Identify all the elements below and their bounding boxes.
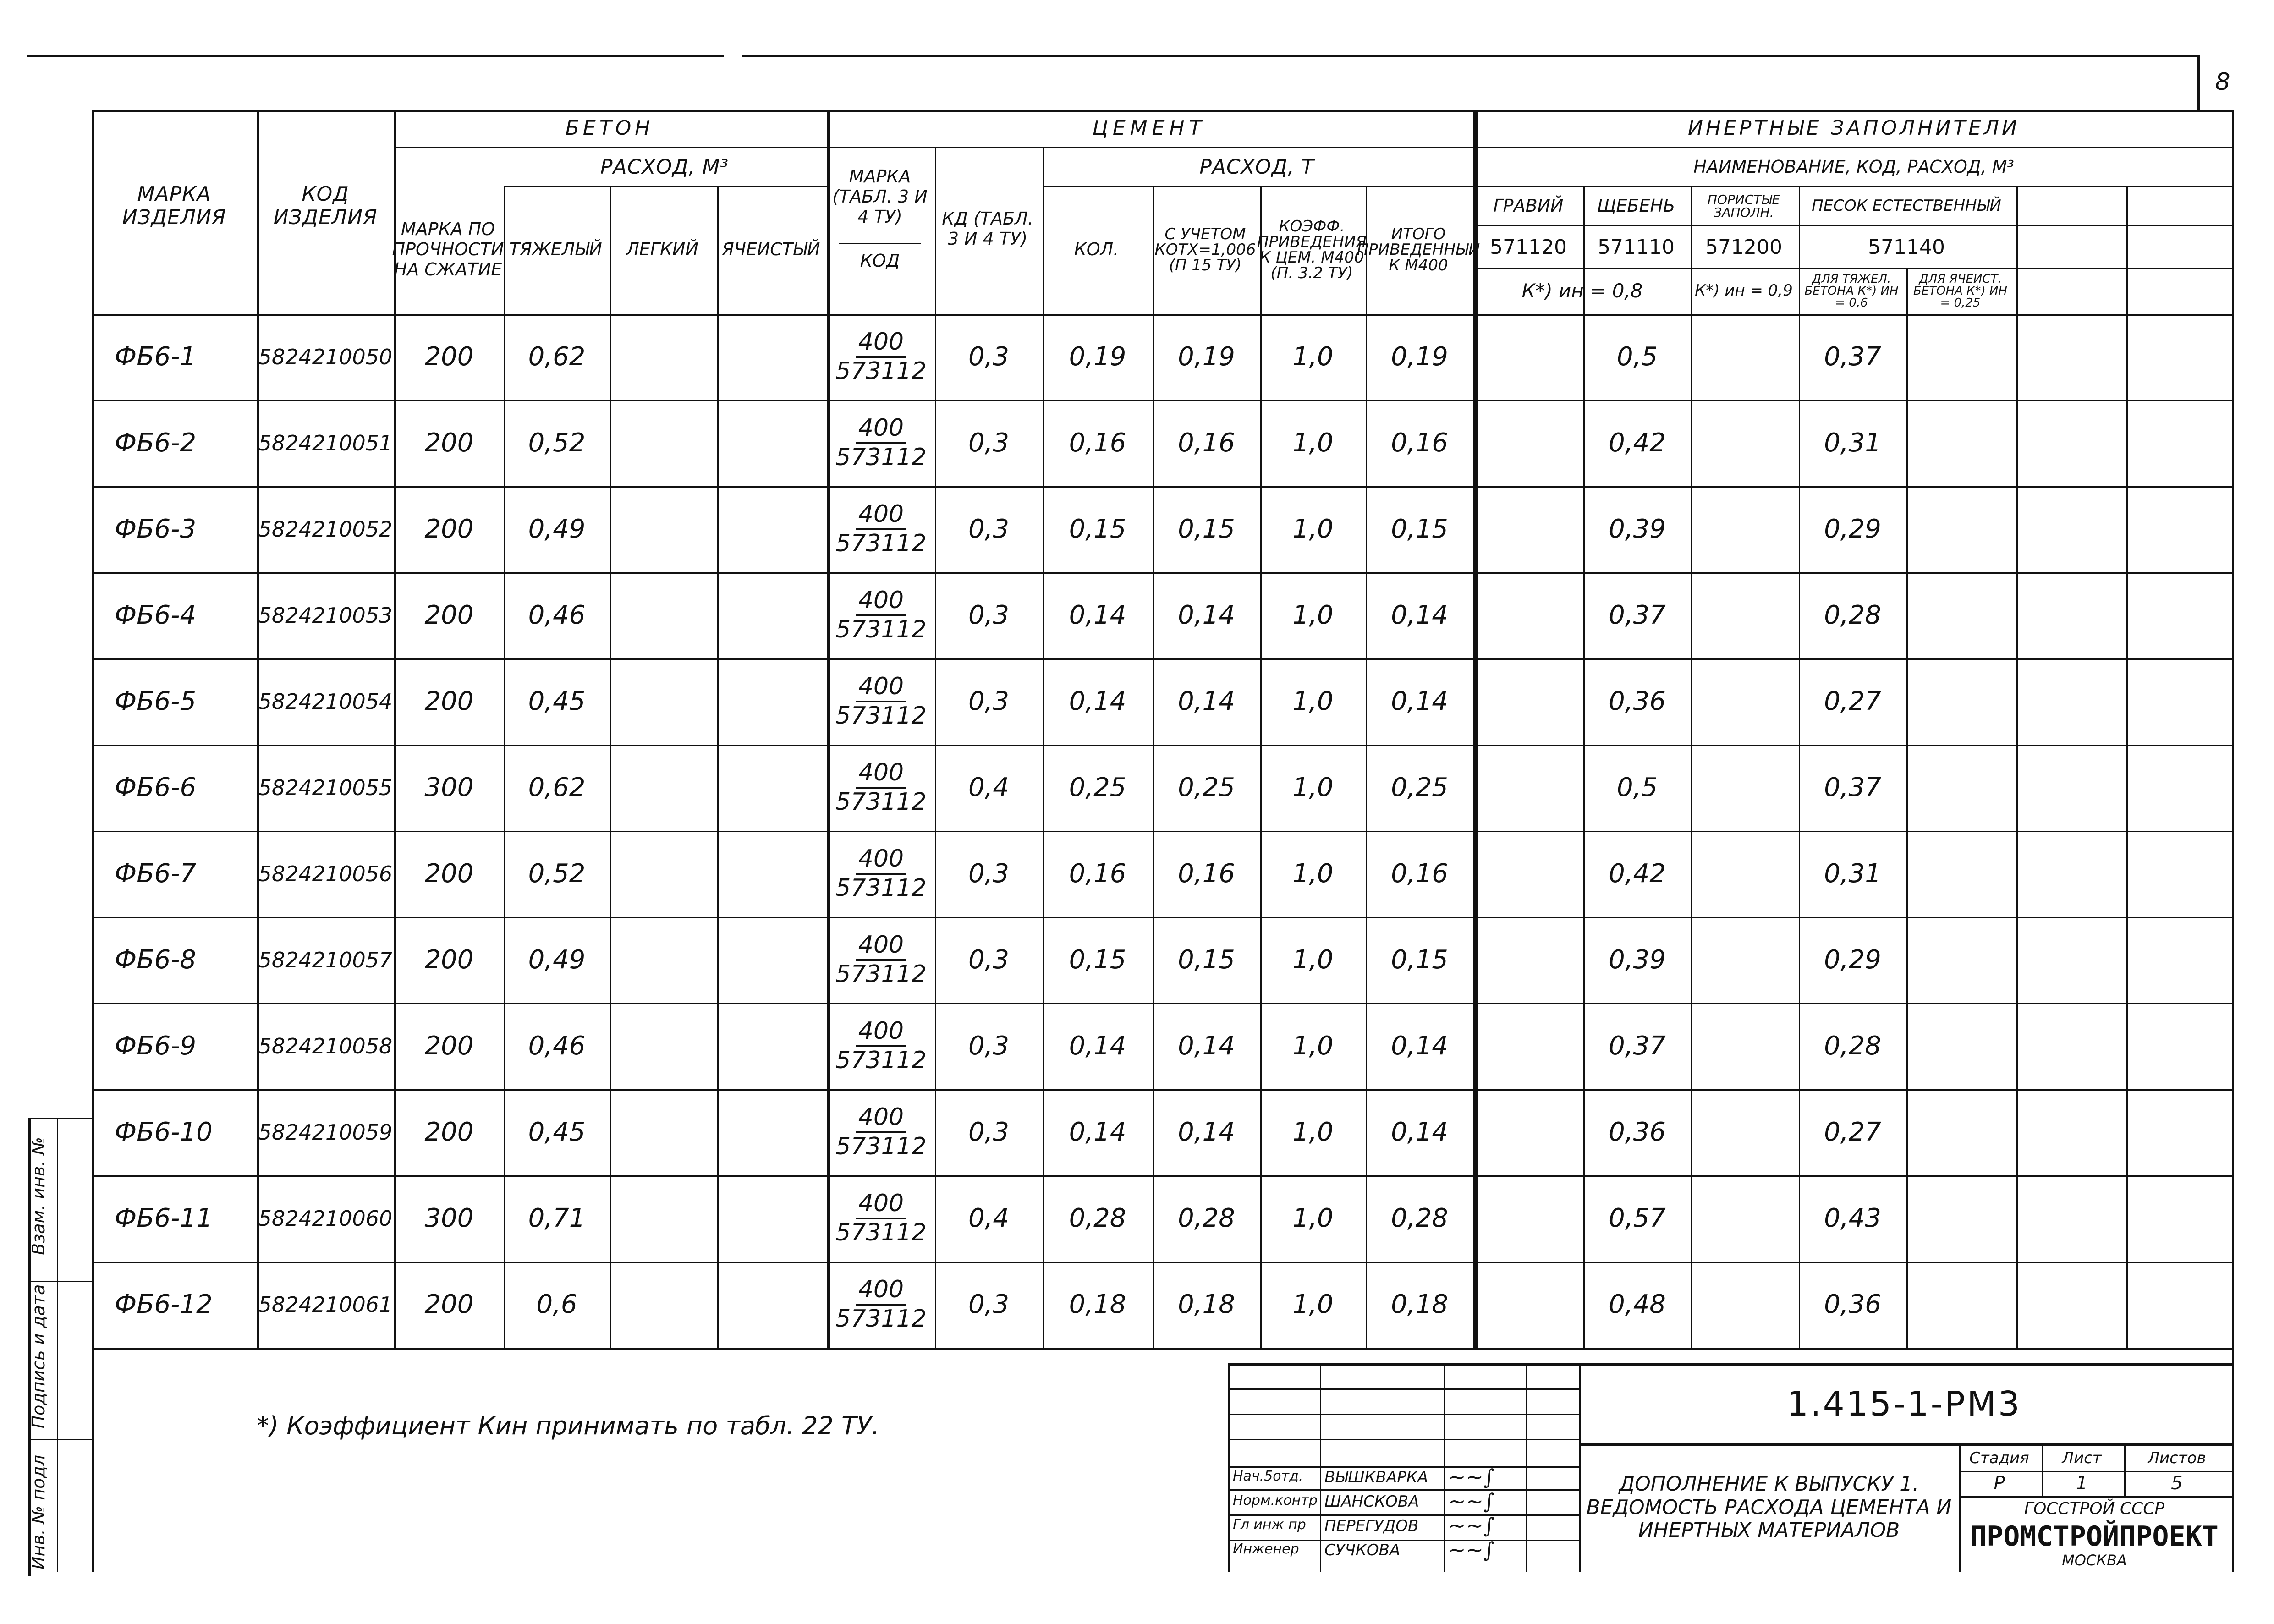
header-beton-cellular: ЯЧЕИСТЫЙ [722, 239, 820, 260]
row-code: 5824210051 [258, 430, 393, 455]
row-mark: ФБ6-2 [115, 428, 197, 458]
header-porous: ПОРИСТЫЕ ЗАПОЛН. [1707, 192, 1780, 220]
org-line1: ГОССТРОЙ СССР [2024, 1499, 2165, 1519]
row-sand: 0,28 [1824, 1031, 1881, 1061]
porous-code: 571200 [1705, 235, 1782, 259]
row-crushed: 0,37 [1609, 1031, 1666, 1061]
row-sand: 0,29 [1824, 944, 1881, 975]
row-sand: 0,31 [1824, 428, 1881, 458]
row-cement-mark-code [827, 400, 935, 486]
row-cement-mark: 400 [856, 329, 906, 358]
row-code: 5824210058 [258, 1033, 393, 1059]
row-cement-code: 573112 [835, 357, 927, 385]
row-strength: 200 [424, 1289, 474, 1319]
row-cement-mark-code [827, 1089, 935, 1175]
row-cement-total: 0,25 [1391, 772, 1448, 802]
row-crushed: 0,42 [1609, 858, 1666, 889]
row-code: 5824210057 [258, 947, 393, 972]
row-cement-mark-code [827, 1175, 935, 1262]
row-cement-total: 0,15 [1391, 514, 1448, 544]
row-cement-total: 0,14 [1391, 600, 1448, 630]
row-code: 5824210052 [258, 516, 393, 542]
header-mark: МАРКА ИЗДЕЛИЯ [122, 182, 226, 229]
row-cement-code: 573112 [835, 1219, 927, 1246]
kin-gravel-crushed: К*) ин = 0,8 [1521, 279, 1643, 302]
side-label-inv-podl: Инв. № подл [28, 1454, 49, 1570]
page-frame-left [92, 1348, 94, 1572]
row-sand: 0,27 [1824, 1117, 1881, 1147]
row-mark: ФБ6-5 [115, 686, 197, 716]
stamp-name: ПЕРЕГУДОВ [1324, 1517, 1419, 1535]
row-cement-coef: 1,0 [1292, 514, 1334, 544]
side-label-sign-date: Подпись и дата [28, 1284, 49, 1429]
row-kd: 0,3 [968, 514, 1010, 544]
row-cement-mark-code [827, 917, 935, 1003]
row-kd: 0,4 [968, 772, 1010, 802]
row-strength: 200 [424, 428, 474, 458]
row-sand: 0,43 [1824, 1203, 1881, 1233]
header-beton-light: ЛЕГКИЙ [626, 239, 698, 260]
header-beton: БЕТОН [565, 116, 654, 140]
row-cement-total: 0,28 [1391, 1203, 1448, 1233]
row-strength: 200 [424, 1031, 474, 1061]
row-cement-mark-code [827, 486, 935, 572]
row-code: 5824210059 [258, 1119, 393, 1145]
row-mark: ФБ6-9 [115, 1031, 197, 1061]
page-number: 8 [2215, 68, 2230, 96]
doc-title: ДОПОЛНЕНИЕ К ВЫПУСКУ 1. ВЕДОМОСТЬ РАСХОДА ЦЕМЕНТА И ИНЕРТНЫХ МАТЕРИАЛОВ [1586, 1472, 1952, 1542]
row-cement-mark: 400 [856, 587, 906, 616]
stamp-signature: ~~∫ [1448, 1465, 1495, 1489]
kin-cellular: ДЛЯ ЯЧЕИСТ. БЕТОНА К*) ИН = 0,25 [1913, 272, 2008, 310]
row-cement-kotx: 0,18 [1178, 1289, 1235, 1319]
header-beton-consumption: РАСХОД, М³ [600, 155, 729, 179]
row-cement-kotx: 0,15 [1178, 514, 1235, 544]
header-beton-strength: МАРКА ПО ПРОЧНОСТИ НА СЖАТИЕ [392, 219, 504, 280]
header-cement: ЦЕМЕНТ [1092, 116, 1206, 140]
row-cement-kotx: 0,19 [1178, 341, 1235, 372]
row-cement-kotx: 0,16 [1178, 428, 1235, 458]
row-mark: ФБ6-7 [115, 858, 197, 889]
footnote: *) Коэффициент Кин принимать по табл. 22 ТУ. [257, 1411, 880, 1440]
inert-sub-divider [1473, 186, 2232, 187]
header-sand: ПЕСОК ЕСТЕСТВЕННЫЙ [1812, 197, 2001, 215]
crushed-code: 571110 [1598, 235, 1675, 259]
row-sand: 0,36 [1824, 1289, 1881, 1319]
row-heavy: 0,46 [528, 1031, 586, 1061]
row-kd: 0,3 [968, 600, 1010, 630]
stamp-role: Гл инж пр [1233, 1517, 1306, 1533]
gravel-code: 571120 [1490, 235, 1567, 259]
row-cement-kotx: 0,16 [1178, 858, 1235, 889]
row-strength: 200 [424, 341, 474, 372]
sand-code: 571140 [1868, 235, 1945, 259]
row-crushed: 0,57 [1609, 1203, 1666, 1233]
column-divider [717, 186, 719, 1348]
row-kd: 0,3 [968, 341, 1010, 372]
header-group-divider [394, 147, 2232, 148]
row-heavy: 0,45 [528, 686, 586, 716]
row-cement-qty: 0,14 [1069, 1117, 1126, 1147]
inert-code-divider [1473, 268, 2232, 269]
row-strength: 200 [424, 858, 474, 889]
row-heavy: 0,62 [528, 341, 586, 372]
row-kd: 0,3 [968, 686, 1010, 716]
stamp-signature: ~~∫ [1448, 1489, 1495, 1514]
row-cement-total: 0,19 [1391, 341, 1448, 372]
header-cement-kotx: С УЧЕТОМ КОТХ=1,006 (П 15 ТУ) [1154, 225, 1256, 274]
row-cement-mark: 400 [856, 1276, 906, 1306]
row-cement-qty: 0,16 [1069, 858, 1126, 889]
row-mark: ФБ6-1 [115, 341, 197, 372]
row-heavy: 0,62 [528, 772, 586, 802]
row-cement-qty: 0,14 [1069, 600, 1126, 630]
kin-porous: К*) ин = 0,9 [1695, 281, 1793, 300]
top-border-right [742, 55, 2200, 57]
row-mark: ФБ6-11 [115, 1203, 213, 1233]
row-kd: 0,4 [968, 1203, 1010, 1233]
row-cement-mark: 400 [856, 673, 906, 702]
stage-label: Стадия [1969, 1448, 2029, 1467]
row-strength: 200 [424, 514, 474, 544]
row-cement-total: 0,18 [1391, 1289, 1448, 1319]
side-row-1 [28, 1118, 92, 1119]
row-heavy: 0,49 [528, 944, 586, 975]
row-code: 5824210056 [258, 861, 393, 886]
doc-code: 1.415-1-РМ3 [1787, 1384, 2021, 1424]
row-cement-code: 573112 [835, 874, 927, 902]
stamp-row [1228, 1466, 1579, 1468]
row-sand: 0,27 [1824, 686, 1881, 716]
row-kd: 0,3 [968, 1031, 1010, 1061]
row-heavy: 0,52 [528, 858, 586, 889]
row-cement-total: 0,14 [1391, 1031, 1448, 1061]
row-mark: ФБ6-12 [115, 1289, 213, 1319]
row-crushed: 0,39 [1609, 514, 1666, 544]
row-code: 5824210054 [258, 689, 393, 714]
row-cement-qty: 0,18 [1069, 1289, 1126, 1319]
row-mark: ФБ6-4 [115, 600, 197, 630]
row-heavy: 0,49 [528, 514, 586, 544]
row-cement-mark: 400 [856, 1018, 906, 1047]
row-cement-kotx: 0,14 [1178, 686, 1235, 716]
stamp-row [1228, 1414, 1579, 1415]
row-cement-coef: 1,0 [1292, 944, 1334, 975]
row-crushed: 0,39 [1609, 944, 1666, 975]
side-divider [57, 1118, 58, 1572]
row-code: 5824210050 [258, 344, 393, 369]
header-crushed: ЩЕБЕНЬ [1597, 196, 1675, 216]
row-strength: 200 [424, 944, 474, 975]
inert-name-divider [1473, 225, 2232, 226]
row-cement-coef: 1,0 [1292, 686, 1334, 716]
header-gravel: ГРАВИЙ [1493, 196, 1564, 216]
org-line3: МОСКВА [2062, 1551, 2127, 1569]
stamp-name: ВЫШКВАРКА [1324, 1468, 1428, 1487]
row-heavy: 0,52 [528, 428, 586, 458]
row-cement-kotx: 0,14 [1178, 600, 1235, 630]
row-cement-kotx: 0,14 [1178, 1117, 1235, 1147]
header-cement-code: КОД [860, 251, 900, 271]
row-cement-total: 0,15 [1391, 944, 1448, 975]
row-cement-code: 573112 [835, 444, 927, 471]
row-sand: 0,37 [1824, 341, 1881, 372]
column-divider [610, 186, 611, 1348]
row-kd: 0,3 [968, 858, 1010, 889]
row-cement-code: 573112 [835, 530, 927, 557]
row-cement-coef: 1,0 [1292, 428, 1334, 458]
row-sand: 0,31 [1824, 858, 1881, 889]
row-cement-qty: 0,14 [1069, 1031, 1126, 1061]
row-crushed: 0,37 [1609, 600, 1666, 630]
row-cement-total: 0,16 [1391, 428, 1448, 458]
sheet-value: 1 [2076, 1473, 2088, 1494]
stamp-row [1228, 1489, 1579, 1491]
row-heavy: 0,6 [536, 1289, 577, 1319]
row-code: 5824210061 [258, 1292, 393, 1317]
row-cement-total: 0,14 [1391, 686, 1448, 716]
header-cement-mark: МАРКА (ТАБЛ. 3 И 4 ТУ) [832, 166, 928, 227]
row-cement-coef: 1,0 [1292, 1203, 1334, 1233]
row-sand: 0,29 [1824, 514, 1881, 544]
header-cement-coef: КОЭФФ. ПРИВЕДЕНИЯ К ЦЕМ. М400 (П. 3.2 ТУ) [1257, 217, 1367, 282]
column-divider [2016, 186, 2018, 1348]
stamp-row [1228, 1439, 1579, 1440]
row-cement-mark-code [827, 745, 935, 831]
row-cement-qty: 0,15 [1069, 514, 1126, 544]
row-cement-qty: 0,25 [1069, 772, 1126, 802]
stage-value: Р [1994, 1473, 2005, 1494]
row-crushed: 0,48 [1609, 1289, 1666, 1319]
row-crushed: 0,36 [1609, 686, 1666, 716]
row-kd: 0,3 [968, 944, 1010, 975]
beton-sub-divider [504, 186, 827, 187]
row-cement-mark: 400 [856, 1104, 906, 1133]
header-cement-total: ИТОГО ПРИВЕДЕННЫЙ К М400 [1357, 225, 1480, 274]
row-cement-kotx: 0,14 [1178, 1031, 1235, 1061]
row-cement-total: 0,14 [1391, 1117, 1448, 1147]
row-cement-kotx: 0,15 [1178, 944, 1235, 975]
sheet-label: Лист [2062, 1448, 2102, 1467]
row-cement-coef: 1,0 [1292, 1031, 1334, 1061]
row-cement-code: 573112 [835, 1305, 927, 1333]
row-mark: ФБ6-10 [115, 1117, 213, 1147]
row-code: 5824210060 [258, 1206, 393, 1231]
org-logo: ПРОМСТРОЙПРОЕКТ [1970, 1520, 2219, 1553]
row-heavy: 0,71 [528, 1203, 586, 1233]
row-cement-code: 573112 [835, 960, 927, 988]
cement-sub-divider [1043, 186, 1473, 187]
row-cement-total: 0,16 [1391, 858, 1448, 889]
row-cement-coef: 1,0 [1292, 858, 1334, 889]
side-row-3 [28, 1439, 92, 1440]
row-code: 5824210055 [258, 775, 393, 800]
row-cement-qty: 0,19 [1069, 341, 1126, 372]
row-cement-coef: 1,0 [1292, 1117, 1334, 1147]
row-kd: 0,3 [968, 1289, 1010, 1319]
row-cement-qty: 0,28 [1069, 1203, 1126, 1233]
header-inert-sub: НАИМЕНОВАНИЕ, КОД, РАСХОД, М³ [1693, 157, 2014, 177]
row-strength: 200 [424, 686, 474, 716]
row-cement-mark: 400 [856, 845, 906, 875]
stamp-row [1228, 1388, 1579, 1390]
row-cement-code: 573112 [835, 788, 927, 816]
side-row-2 [28, 1281, 92, 1282]
row-kd: 0,3 [968, 428, 1010, 458]
row-sand: 0,37 [1824, 772, 1881, 802]
row-cement-qty: 0,15 [1069, 944, 1126, 975]
row-mark: ФБ6-6 [115, 772, 197, 802]
header-inert: ИНЕРТНЫЕ ЗАПОЛНИТЕЛИ [1688, 116, 2020, 140]
side-label-inv-vzam: Взам. инв. № [28, 1137, 49, 1256]
row-mark: ФБ6-3 [115, 514, 197, 544]
row-strength: 300 [424, 1203, 474, 1233]
row-cement-mark: 400 [856, 1190, 906, 1219]
column-divider [2126, 186, 2128, 1348]
column-divider [1691, 186, 1692, 1348]
row-crushed: 0,5 [1616, 341, 1658, 372]
page-frame-right [2232, 1348, 2234, 1572]
row-cement-coef: 1,0 [1292, 1289, 1334, 1319]
row-cement-code: 573112 [835, 616, 927, 643]
column-divider [1906, 268, 1908, 1348]
row-cement-mark: 400 [856, 501, 906, 530]
row-cement-code: 573112 [835, 702, 927, 730]
row-mark: ФБ6-8 [115, 944, 197, 975]
row-cement-code: 573112 [835, 1047, 927, 1074]
row-cement-mark-code [827, 314, 935, 400]
row-cement-kotx: 0,25 [1178, 772, 1235, 802]
row-cement-code: 573112 [835, 1133, 927, 1160]
row-strength: 200 [424, 600, 474, 630]
stamp-role: Нач.5отд. [1233, 1468, 1303, 1484]
row-cement-kotx: 0,28 [1178, 1203, 1235, 1233]
row-strength: 200 [424, 1117, 474, 1147]
sheets-label: Листов [2148, 1448, 2206, 1467]
header-cement-consumption: РАСХОД, Т [1199, 155, 1314, 179]
row-cement-mark-code [827, 1262, 935, 1348]
row-cement-coef: 1,0 [1292, 772, 1334, 802]
row-heavy: 0,45 [528, 1117, 586, 1147]
stamp-signature: ~~∫ [1448, 1537, 1495, 1562]
row-kd: 0,3 [968, 1117, 1010, 1147]
page-frame-bottom [92, 1348, 2232, 1350]
header-code: КОД ИЗДЕЛИЯ [273, 182, 378, 229]
sheets-value: 5 [2171, 1473, 2183, 1494]
column-divider [2232, 110, 2234, 1348]
stamp-name: ШАНСКОВА [1324, 1492, 1419, 1511]
header-kd: КД (ТАБЛ. 3 И 4 ТУ) [942, 208, 1033, 249]
row-sand: 0,28 [1824, 600, 1881, 630]
stamp-name: СУЧКОВА [1324, 1541, 1401, 1559]
row-cement-mark: 400 [856, 415, 906, 444]
row-cement-qty: 0,14 [1069, 686, 1126, 716]
cement-mark-divider [839, 243, 921, 244]
row-strength: 300 [424, 772, 474, 802]
row-cement-mark: 400 [856, 932, 906, 961]
stamp-role: Инженер [1233, 1541, 1299, 1557]
header-cement-qty: КОЛ. [1074, 239, 1119, 260]
row-heavy: 0,46 [528, 600, 586, 630]
header-beton-heavy: ТЯЖЕЛЫЙ [509, 239, 602, 260]
row-code: 5824210053 [258, 603, 393, 628]
top-border-left [27, 55, 724, 57]
row-crushed: 0,5 [1616, 772, 1658, 802]
row-cement-mark-code [827, 658, 935, 745]
row-cement-qty: 0,16 [1069, 428, 1126, 458]
stamp-signature: ~~∫ [1448, 1513, 1495, 1538]
row-cement-coef: 1,0 [1292, 600, 1334, 630]
row-cement-mark-code [827, 831, 935, 917]
row-cement-mark-code [827, 1003, 935, 1089]
row-crushed: 0,36 [1609, 1117, 1666, 1147]
stamp-row [1228, 1514, 1579, 1516]
row-crushed: 0,42 [1609, 428, 1666, 458]
stamp-role: Норм.контр [1233, 1492, 1318, 1509]
row-cement-mark: 400 [856, 759, 906, 789]
row-cement-mark-code [827, 572, 935, 658]
kin-heavy: ДЛЯ ТЯЖЕЛ. БЕТОНА К*) ИН = 0,6 [1804, 272, 1899, 310]
row-cement-coef: 1,0 [1292, 341, 1334, 372]
